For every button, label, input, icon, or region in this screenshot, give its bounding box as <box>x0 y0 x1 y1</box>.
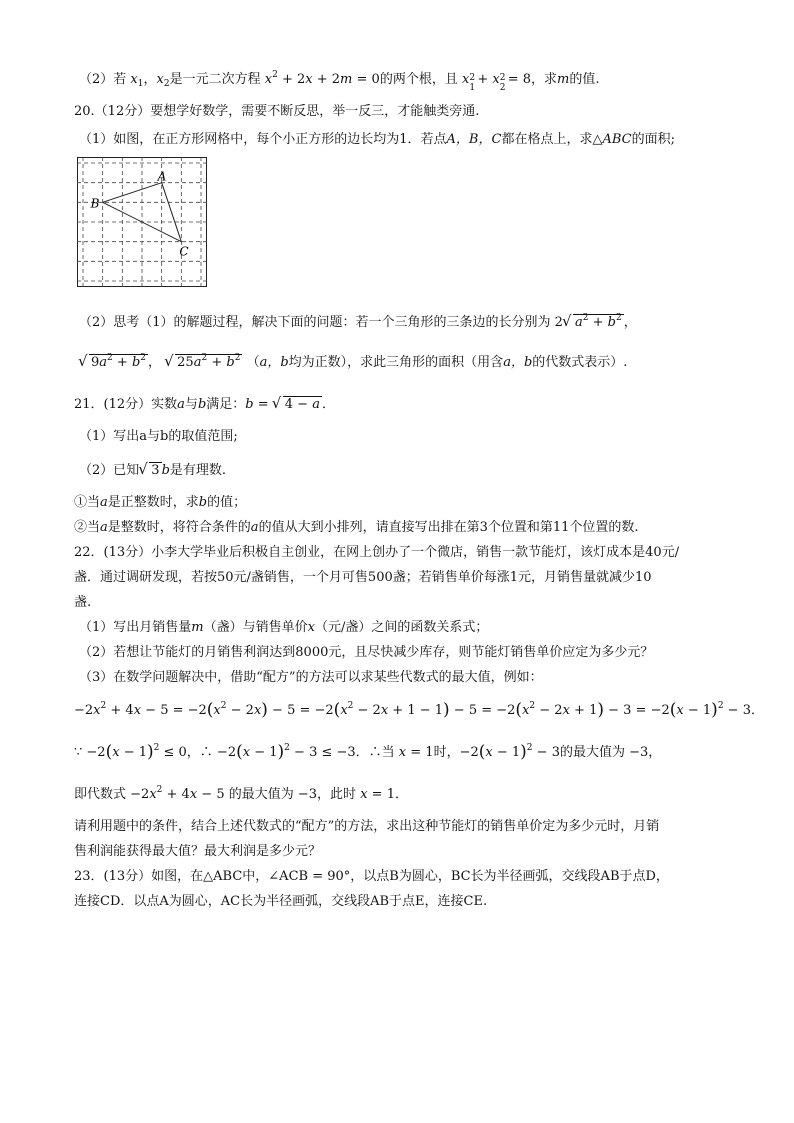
q21-part1: （1）写出a与b的取值范围; <box>79 429 238 444</box>
q22-completing-square-example: $-2x^2 + 4x - 5 = -2(x^2 - 2x) - 5 = -2(x^2 - 2x + 1 - 1) - 5 = -2(x^2 - 2x + 1) - 3 = -2(x - 1)^2 - 3$． <box>74 700 764 720</box>
label-a: A <box>157 169 167 184</box>
q21-heading: 21．(12分）实数a与b满足：b = √ 4 − a ． <box>74 396 335 414</box>
q22-line2: 盏．通过调研发现，若按50元/盏销售，一个月可售500盏；若销售单价每涨1元，月销售量就减少10 <box>74 570 652 585</box>
label-b: B <box>90 196 100 211</box>
grid-triangle-figure <box>77 157 207 287</box>
q22-part3: （3）在数学问题解决中，借助“配方”的方法可以求某些代数式的最大值，例如： <box>79 670 543 685</box>
q22-part1: （1）写出月销售量m（盏）与销售单价x（元/盏）之间的函数关系式； <box>79 620 489 635</box>
q22-reasoning: ∵ $-2(x - 1)^2 \le 0$，∴ $-2(x - 1)^2 - 3 \le -3$．∴当 x = 1时，$-2(x - 1)^2 - 3$的最大值为 −3， <box>74 742 662 762</box>
q19-part2-line: （2）若 $x_1$，$x_2$是一元二次方程 $x^2 + 2x + 2m = 0$的两个根，且 x 2 1 + x 2 2 = 8，求m的值. <box>79 70 600 93</box>
q22-line1: 22．(13分）小李大学毕业后积极自主创业，在网上创办了一个微店，销售一款节能灯，该灯成本是40元/ <box>74 545 680 560</box>
q22-question-line1: 请利用题中的条件，结合上述代数式的“配方”的方法，求出这种节能灯的销售单价定为多少元时，月销 <box>74 819 660 834</box>
q20-part1-line: （1）如图，在正方形网格中，每个小正方形的边长均为1．若点A，B，C都在格点上，求△ABC的面积; <box>79 132 675 147</box>
q20-heading: 20.（12分）要想学好数学，需要不断反思，举一反三，才能触类旁通. <box>74 104 480 119</box>
q21-case1: ①当a是正整数时，求b的值； <box>74 495 247 510</box>
label-c: C <box>179 244 189 259</box>
q22-question-line2: 售利润能获得最大值？最大利润是多少元？ <box>74 844 322 859</box>
triangle-abc <box>103 183 182 242</box>
q22-part2: （2）若想让节能灯的月销售利润达到8000元，且尽快减少库存，则节能灯销售单价应定为多少元？ <box>79 645 654 660</box>
q22-line3: 盏. <box>74 595 92 610</box>
q23-line1: 23．(13分）如图，在△ABC中，∠ACB = 90°，以点B为圆心，BC长为半径画弧，交线段AB于点D， <box>74 869 669 884</box>
q20-part2-line1: （2）思考（1）的解题过程，解决下面的问题：若一个三角形的三条边的长分别为 2√ $a^2 + b^2$ ， <box>79 314 637 332</box>
q23-line2: 连接CD．以点A为圆心，AC长为半径画弧，交线段AB于点E，连接CE. <box>74 894 488 909</box>
q22-conclusion: 即代数式 $-2x^2 + 4x - 5$ 的最大值为 −3，此时 x = 1． <box>74 785 408 802</box>
q21-part2: （2）已知√ 3 b是有理数. <box>79 462 226 480</box>
q20-part2-line2: √ $9a^2 + b^2$ ， √ $25a^2 + b^2$ （a，b均为正数），求此三角形的面积（用含a，b的代数式表示）. <box>79 354 627 372</box>
q21-case2: ②当a是整数时，将符合条件的a的值从大到小排列，请直接写出排在第3个位置和第11个位置的数. <box>74 520 639 535</box>
